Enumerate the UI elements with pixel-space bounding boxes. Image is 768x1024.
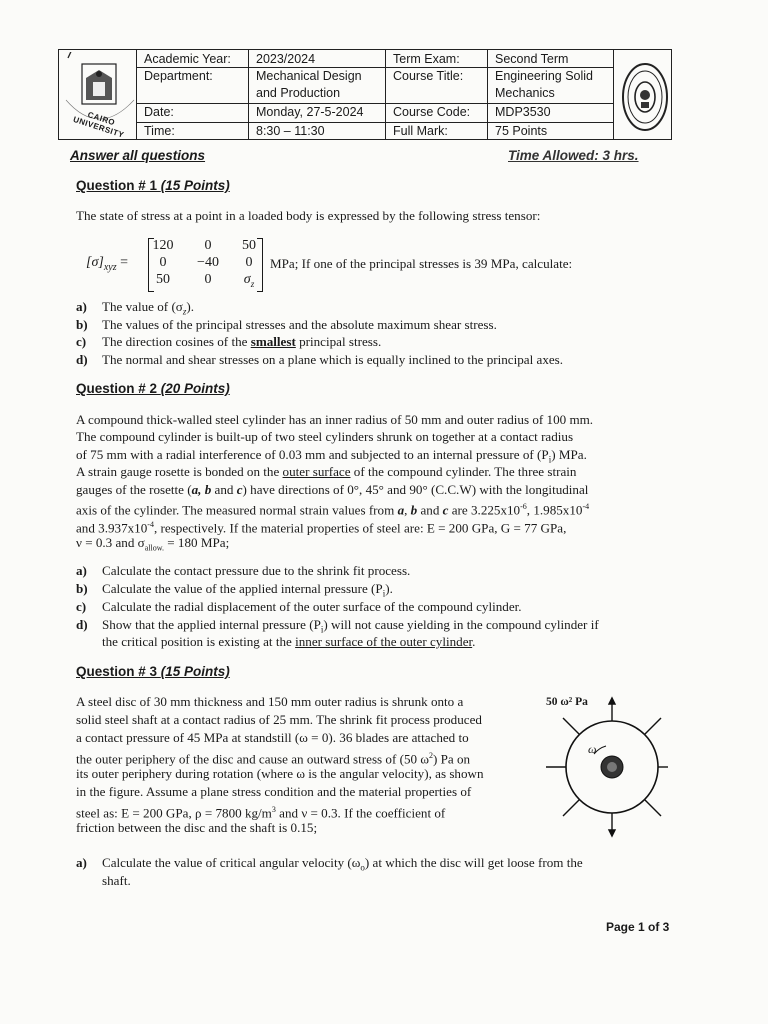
seal-caption: CAIRO UNIVERSITY xyxy=(72,110,126,140)
q2-item-d-cont: the critical position is existing at the inner surface of the outer cylinder. xyxy=(102,634,476,649)
value-time: 8:30 – 11:30 xyxy=(256,124,325,138)
figure-load-label: 50 ω² Pa xyxy=(546,696,588,708)
question-2-heading: Question # 2 (20 Points) xyxy=(76,381,230,396)
value-department-line1: Mechanical Design xyxy=(256,69,362,83)
q2-item-d: d) Show that the applied internal pressure $(P_i)$ will not cause yielding in the compound cylinder if xyxy=(76,617,599,635)
matrix-cell: 0 xyxy=(159,255,167,270)
matrix-cell: 50 xyxy=(242,238,256,253)
label-date: Date: xyxy=(144,105,174,119)
value-course-code: MDP3530 xyxy=(495,105,551,119)
matrix-cell: −40 xyxy=(197,255,219,270)
q1-title: Question # 1 xyxy=(76,178,161,193)
q2-item-a: a) Calculate the contact pressure due to the shrink fit process. xyxy=(76,563,411,578)
q1-points: (15 Points) xyxy=(160,178,230,193)
label-term-exam: Term Exam: xyxy=(393,52,460,66)
q3-item-a: a) Calculate the value of critical angular velocity $(\omega_o)$ at which the disc will get loose from the xyxy=(76,855,583,873)
value-academic-year: 2023/2024 xyxy=(256,52,316,66)
exam-header-table xyxy=(58,49,672,140)
value-term-exam: Second Term xyxy=(495,52,569,66)
question-1-heading xyxy=(76,178,230,193)
label-full-mark: Full Mark: xyxy=(393,124,448,138)
q1-item-b: b) The values of the principal stresses and the absolute maximum shear stress. xyxy=(76,317,497,332)
rotating-disc-figure xyxy=(540,692,670,842)
q1-item-d: d) The normal and shear stresses on a plane which is equally inclined to the principal axes. xyxy=(76,352,564,367)
q2-item-c: c) Calculate the radial displacement of the outer surface of the compound cylinder. xyxy=(76,599,522,614)
value-department-line2: and Production xyxy=(256,86,341,100)
label-academic-year: Academic Year: xyxy=(144,52,231,66)
faculty-of-engineering-seal-icon xyxy=(622,62,668,132)
q1-item-c: c) The direction cosines of the smallest principal stress. xyxy=(76,334,382,349)
value-course-title-line2: Mechanics xyxy=(495,86,555,100)
label-course-title: Course Title: xyxy=(393,69,464,83)
disc-with-radial-arrows-icon xyxy=(540,692,670,842)
q3-item-a-cont: shaft. xyxy=(102,873,131,888)
time-allowed: Time Allowed: 3 hrs. xyxy=(508,148,639,163)
answer-all-instruction: Answer all questions xyxy=(70,148,206,163)
value-course-title-line1: Engineering Solid xyxy=(495,69,593,83)
question-3-heading: Question # 3 (15 Points) xyxy=(76,664,230,679)
faculty-seal-right xyxy=(622,62,668,132)
matrix-cell: 0 xyxy=(245,255,253,270)
q1-after-matrix: MPa; If one of the principal stresses is 39 MPa, calculate: xyxy=(270,256,573,271)
value-date: Monday, 27-5-2024 xyxy=(256,105,364,119)
matrix-cell: 0 xyxy=(204,238,212,253)
q2-item-b: b) Calculate the value of the applied internal pressure $(P_i)$. xyxy=(76,581,393,599)
page-number: Page 1 of 3 xyxy=(606,920,670,934)
matrix-cell: 50 xyxy=(156,272,170,287)
label-course-code: Course Code: xyxy=(393,105,471,119)
value-full-mark: 75 Points xyxy=(495,124,548,138)
q1-intro: The state of stress at a point in a loaded body is expressed by the following stress tensor: xyxy=(76,208,541,223)
label-time: Time: xyxy=(144,124,175,138)
tensor-equals: = xyxy=(120,255,128,270)
label-department: Department: xyxy=(144,69,213,83)
q1-item-a: a) The value of $(\sigma_z)$. xyxy=(76,299,195,317)
matrix-cell: σ xyxy=(243,272,251,287)
tensor-subscript: xyz xyxy=(103,261,117,273)
tensor-symbol: [σ] xyxy=(86,255,104,270)
matrix-cell: 120 xyxy=(152,238,174,253)
matrix-cell: 0 xyxy=(204,272,212,287)
omega-symbol: ω xyxy=(588,742,597,756)
